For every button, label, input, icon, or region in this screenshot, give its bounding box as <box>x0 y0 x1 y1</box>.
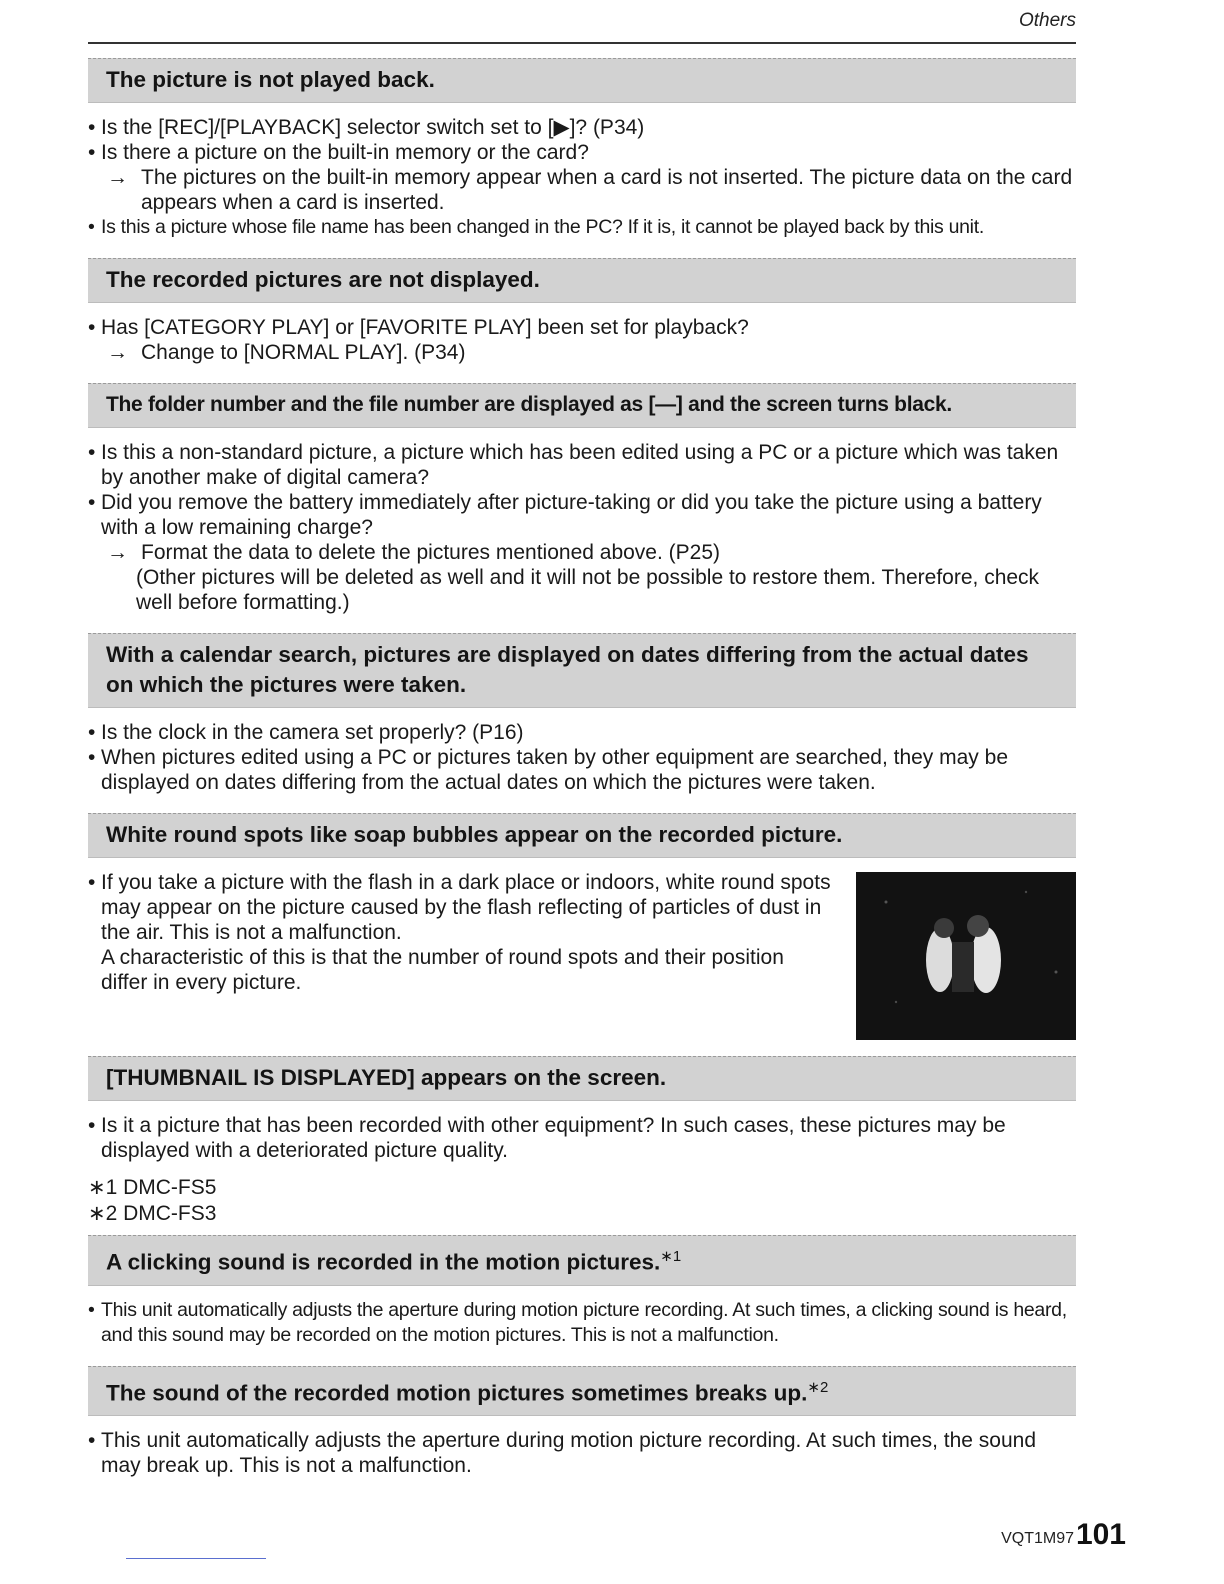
footnote-mark: ∗1 <box>660 1248 682 1265</box>
topic-heading <box>88 1235 1076 1286</box>
page-number: 101 <box>1075 1518 1126 1551</box>
bullet-item: • Is this a non-standard picture, a picture which has been edited using a PC or a picture which was taken by another make of digital camera? <box>88 441 1059 489</box>
topic-heading-text: The recorded pictures are not displayed. <box>106 267 540 292</box>
example-photo <box>856 872 1076 1040</box>
topic-heading <box>88 258 1076 303</box>
topic-clicking-sound <box>88 1235 1076 1348</box>
bullet-item: • This unit automatically adjusts the aperture during motion picture recording. At such times, a clicking sound is heard, and this sound may be recorded on the motion pictures. This is not a malfunction. <box>88 1298 1067 1346</box>
arrow-icon: → <box>107 541 128 564</box>
bullet-icon: • <box>88 1429 96 1452</box>
section-name: Others <box>1018 10 1076 31</box>
topic-heading-text: White round spots like soap bubbles appear on the recorded picture. <box>106 822 843 847</box>
bullet-icon: • <box>88 491 96 514</box>
header-rule <box>88 42 1076 44</box>
topic-heading <box>88 58 1076 103</box>
topic-thumbnail-displayed <box>88 1056 1076 1163</box>
topic-heading <box>88 383 1076 428</box>
bullet-icon: • <box>88 141 96 164</box>
topic-heading <box>88 1056 1076 1101</box>
topic-heading-text: The picture is not played back. <box>106 67 435 92</box>
topic-heading <box>88 633 1076 708</box>
topic-heading-text: [THUMBNAIL IS DISPLAYED] appears on the screen. <box>106 1065 667 1090</box>
topic-calendar-search <box>88 633 1076 795</box>
bullet-item: • Is the [REC]/[PLAYBACK] selector switch set to [▶]? (P34) <box>88 116 645 139</box>
bullet-icon: • <box>88 746 96 769</box>
bullet-item: • Is it a picture that has been recorded with other equipment? In such cases, these pictures may be displayed with a deteriorated picture quality. <box>88 1114 1006 1162</box>
bullet-item: • Has [CATEGORY PLAY] or [FAVORITE PLAY] been set for playback? <box>88 316 749 339</box>
answer-note: (Other pictures will be deleted as well and it will not be possible to restore them. Therefore, check well before formatting.) <box>136 566 1040 614</box>
troubleshooting-content <box>88 58 1076 1486</box>
bullet-item: • When pictures edited using a PC or pictures taken by other equipment are searched, they may be displayed on dates differing from the actual dates on which the pictures were taken. <box>88 746 1008 794</box>
footnote-mark: ∗2 <box>807 1378 829 1396</box>
arrow-icon: → <box>107 341 128 364</box>
topic-not-displayed <box>88 258 1076 365</box>
topic-heading <box>88 1366 1076 1417</box>
bullet-item: • This unit automatically adjusts the aperture during motion picture recording. At such times, the sound may break up. This is not a malfunction. <box>88 1429 1036 1477</box>
model-note: ∗1 DMC-FS5 <box>88 1176 217 1199</box>
topic-sound-breaks-up <box>88 1366 1076 1479</box>
topic-heading-text: With a calendar search, pictures are displayed on dates differing from the actual dates on which the pictures were taken. <box>106 642 1029 697</box>
bullet-icon: • <box>88 316 96 339</box>
bullet-icon: • <box>88 441 96 464</box>
bullet-item: • If you take a picture with the flash in a dark place or indoors, white round spots may appear on the picture caused by the flash reflecting of particles of dust in the air. This is not a malfunction. <box>88 871 831 944</box>
bullet-item: • Is the clock in the camera set properly? (P16) <box>88 721 524 744</box>
answer-item: → The pictures on the built-in memory appear when a card is not inserted. The picture data on the card appears when a card is inserted. <box>107 166 1073 214</box>
topic-heading <box>88 813 1076 858</box>
bullet-icon: • <box>88 871 96 894</box>
topic-white-spots <box>88 813 1076 1040</box>
bullet-icon: • <box>88 1114 96 1137</box>
bullet-icon: • <box>88 216 95 238</box>
footer-rule <box>126 1558 266 1559</box>
topic-not-played-back <box>88 58 1076 240</box>
topic-folder-number <box>88 383 1076 615</box>
bullet-item: • Did you remove the battery immediately after picture-taking or did you take the picture using a battery with a low remaining charge? <box>88 491 1042 539</box>
bullet-item: • Is this a picture whose file name has been changed in the PC? If it is, it cannot be played back by this unit. <box>88 216 984 238</box>
model-notes <box>88 1175 1076 1227</box>
bullet-icon: • <box>88 721 96 744</box>
plain-item: A characteristic of this is that the number of round spots and their position differ in every picture. <box>101 946 784 994</box>
bullet-item: • Is there a picture on the built-in memory or the card? <box>88 141 589 164</box>
answer-item: → Format the data to delete the pictures mentioned above. (P25) <box>107 541 721 564</box>
model-code: VQT1M97 <box>1001 1530 1074 1547</box>
bullet-icon: • <box>88 116 96 139</box>
topic-heading-text: The sound of the recorded motion pictures sometimes breaks up. <box>106 1380 808 1405</box>
topic-heading-text: A clicking sound is recorded in the motion pictures. <box>106 1249 661 1275</box>
answer-item: → Change to [NORMAL PLAY]. (P34) <box>107 341 466 364</box>
topic-heading-text: The folder number and the file number are displayed as [—] and the screen turns black. <box>106 393 952 416</box>
flash-spots-photo-image <box>856 872 1076 1040</box>
bullet-icon: • <box>88 1298 95 1321</box>
arrow-icon: → <box>107 166 128 189</box>
model-note: ∗2 DMC-FS3 <box>88 1202 217 1225</box>
